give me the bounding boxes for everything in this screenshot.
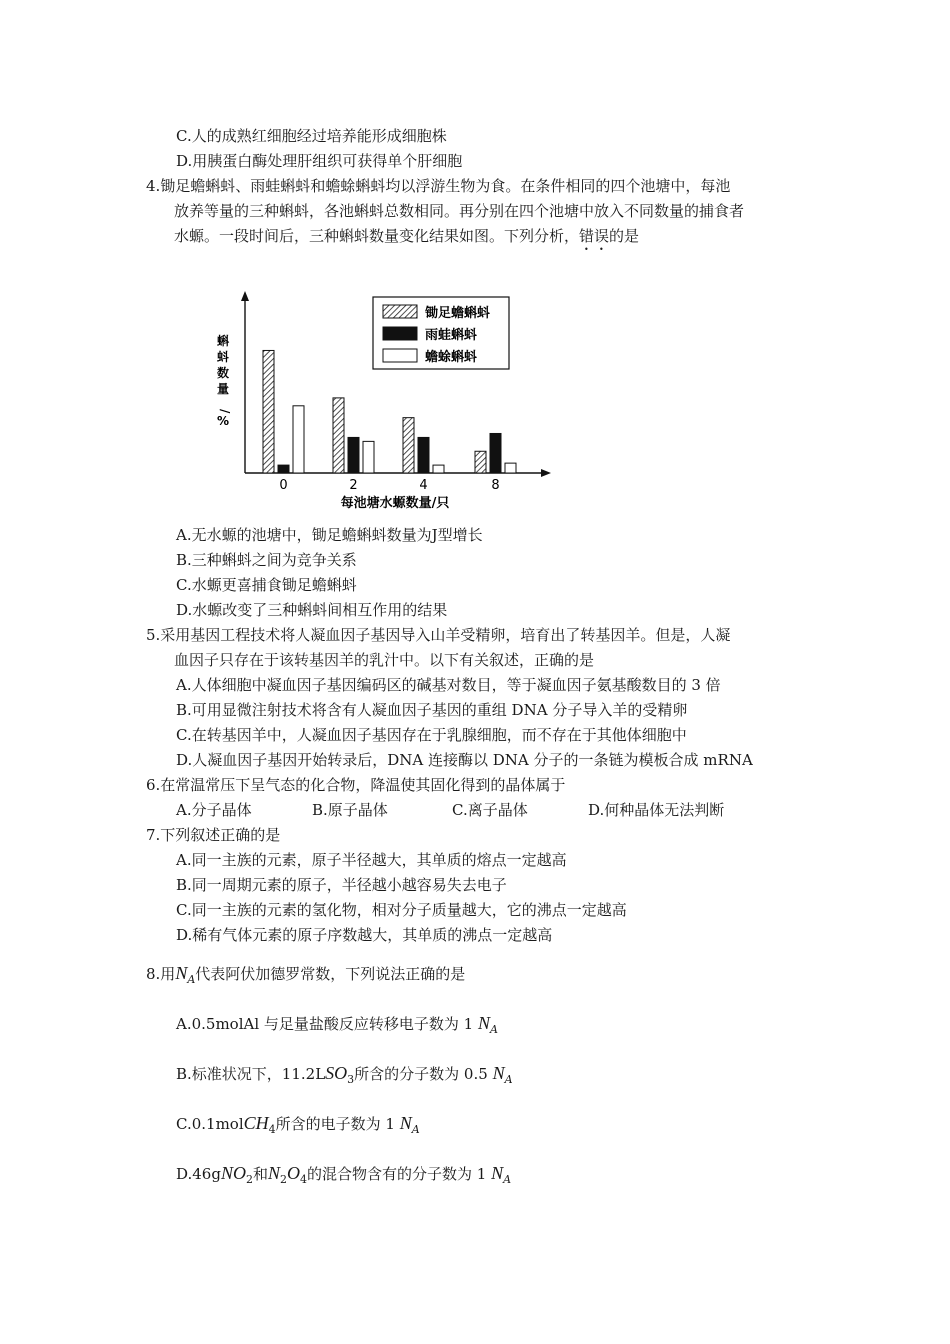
na-subscript: A — [503, 1173, 512, 1186]
q8-d-text: D.46g — [176, 1165, 221, 1183]
q5-option-c: C.在转基因羊中，人凝血因子基因存在于乳腺细胞，而不存在于其他体细胞中 — [176, 726, 687, 744]
legend-label: 锄足蟾蝌蚪 — [425, 306, 491, 321]
bar-8-series-1 — [490, 433, 501, 473]
q5-stem-line2: 血因子只存在于该转基因羊的乳汁中。以下有关叙述，正确的是 — [174, 651, 595, 669]
n2o4-o: O — [287, 1163, 300, 1183]
q4-stem-line2: 放养等量的三种蝌蚪，各池蝌蚪总数相同。再分别在四个池塘中放入不同数量的捕食者 — [174, 202, 745, 220]
q6-option-d: D.何种晶体无法判断 — [588, 801, 725, 819]
q4-stem-line1: 4.锄足蟾蝌蚪、雨蛙蝌蚪和蟾蜍蝌蚪均以浮游生物为食。在条件相同的四个池塘中，每池 — [146, 177, 731, 195]
bar-8-series-2 — [505, 463, 516, 473]
q8-option-a — [176, 1013, 498, 1040]
bar-0-series-1 — [278, 465, 289, 473]
q4-option-b: B.三种蝌蚪之间为竞争关系 — [176, 551, 357, 569]
x-tick-label: 4 — [419, 478, 428, 493]
q8-c-text: C.0.1mol — [176, 1115, 244, 1133]
na-subscript: A — [490, 1023, 498, 1036]
y-axis-arrow — [241, 291, 249, 301]
so3-subscript: 3 — [347, 1073, 355, 1086]
no2-subscript: 2 — [245, 1173, 253, 1186]
q8-stem-pre: 8.用 — [146, 965, 176, 983]
q4-option-c: C.水螈更喜捕食锄足蟾蝌蚪 — [176, 576, 357, 594]
na-subscript: A — [411, 1123, 420, 1136]
bar-2-series-0 — [333, 398, 344, 473]
q5-option-b: B.可用显微注射技术将含有人凝血因子基因的重组 DNA 分子导入羊的受精卵 — [176, 701, 688, 719]
n2o4-sub2: 2 — [280, 1173, 287, 1186]
q8-stem-post: 代表阿伏加德罗常数，下列说法正确的是 — [195, 965, 466, 983]
bar-0-series-2 — [293, 406, 304, 473]
legend-swatch — [383, 305, 417, 318]
q7-option-d: D.稀有气体元素的原子序数越大，其单质的沸点一定越高 — [176, 926, 553, 944]
q8-a-text: A.0.5molAl 与足量盐酸反应转移电子数为 1 — [176, 1015, 474, 1033]
n2o4-sub4: 4 — [300, 1173, 307, 1186]
legend-swatch — [383, 327, 417, 340]
chart-legend — [373, 297, 509, 369]
q7-option-b: B.同一周期元素的原子，半径越小越容易失去电子 — [176, 876, 507, 894]
legend-swatch — [383, 349, 417, 362]
q8-option-d — [176, 1163, 511, 1190]
bar-chart — [205, 285, 565, 515]
x-tick-label: 0 — [279, 478, 288, 493]
q5-option-d: D.人凝血因子基因开始转录后，DNA 连接酶以 DNA 分子的一条链为模板合成 mRNA — [176, 751, 753, 769]
prev-option-c: C.人的成熟红细胞经过培养能形成细胞株 — [176, 127, 447, 145]
q6-stem: 6.在常温常压下呈气态的化合物，降温使其固化得到的晶体属于 — [146, 776, 566, 794]
na-symbol: N — [399, 1113, 412, 1133]
na-symbol: N — [175, 963, 188, 983]
q4-stem-line3 — [174, 226, 639, 254]
q4-stem-text: 水螈。一段时间后，三种蝌蚪数量变化结果如图。下列分析， — [174, 227, 580, 245]
q8-stem — [146, 963, 465, 990]
bar-8-series-0 — [475, 451, 486, 473]
q8-option-c — [176, 1113, 420, 1140]
bar-4-series-0 — [403, 418, 414, 473]
q7-stem: 7.下列叙述正确的是 — [146, 826, 281, 844]
na-symbol: N — [478, 1013, 491, 1033]
q8-d-mid: 的混合物含有的分子数为 1 — [307, 1165, 487, 1183]
no2-formula: NO — [220, 1163, 246, 1183]
q6-option-c: C.离子晶体 — [452, 801, 528, 819]
bar-4-series-1 — [418, 437, 429, 473]
q5-option-a: A.人体细胞中凝血因子基因编码区的碱基对数目，等于凝血因子氨基酸数目的 3 倍 — [176, 676, 721, 694]
x-axis-label: 每池塘水螈数量/只 — [340, 496, 450, 511]
x-tick-label: 2 — [349, 478, 358, 493]
na-subscript: A — [187, 973, 196, 986]
q8-b-mid: 所含的分子数为 0.5 — [354, 1065, 488, 1083]
n2o4-n: N — [267, 1163, 280, 1183]
so3-formula: SO — [325, 1063, 348, 1083]
bar-2-series-2 — [363, 441, 374, 473]
ch4-formula: CH — [243, 1113, 269, 1133]
q4-option-a: A.无水螈的池塘中，锄足蟾蝌蚪数量为J型增长 — [176, 526, 483, 544]
q4-option-d: D.水螈改变了三种蝌蚪间相互作用的结果 — [176, 601, 448, 619]
y-axis-label: 蝌蚪数量/ % — [216, 334, 232, 428]
q7-option-c: C.同一主族的元素的氢化物，相对分子质量越大，它的沸点一定越高 — [176, 901, 627, 919]
na-subscript: A — [504, 1073, 513, 1086]
x-tick-label: 8 — [491, 478, 500, 493]
q6-option-b: B.原子晶体 — [312, 801, 388, 819]
q5-stem-line1: 5.采用基因工程技术将人凝血因子基因导入山羊受精卵，培育出了转基因羊。但是，人凝 — [146, 626, 731, 644]
q8-b-text: B.标准状况下，11.2L — [176, 1065, 326, 1083]
q7-option-a: A.同一主族的元素，原子半径越大，其单质的熔点一定越高 — [176, 851, 567, 869]
emphasis-text: 错误 — [579, 227, 610, 245]
bar-0-series-0 — [263, 350, 274, 473]
x-axis-arrow — [541, 469, 551, 477]
q8-c-mid: 所含的电子数为 1 — [275, 1115, 395, 1133]
q8-option-b — [176, 1063, 513, 1090]
prev-option-d: D.用胰蛋白酶处理肝组织可获得单个肝细胞 — [176, 152, 463, 170]
bar-4-series-2 — [433, 465, 444, 473]
na-symbol: N — [491, 1163, 504, 1183]
legend-label: 雨蛙蝌蚪 — [425, 328, 478, 343]
bar-2-series-1 — [348, 437, 359, 473]
ch4-subscript: 4 — [268, 1123, 276, 1136]
na-symbol: N — [492, 1063, 505, 1083]
q6-option-a: A.分子晶体 — [176, 801, 252, 819]
legend-label: 蟾蜍蝌蚪 — [425, 350, 478, 365]
q4-stem-end: 的是 — [609, 227, 640, 245]
q8-d-and: 和 — [252, 1165, 268, 1183]
